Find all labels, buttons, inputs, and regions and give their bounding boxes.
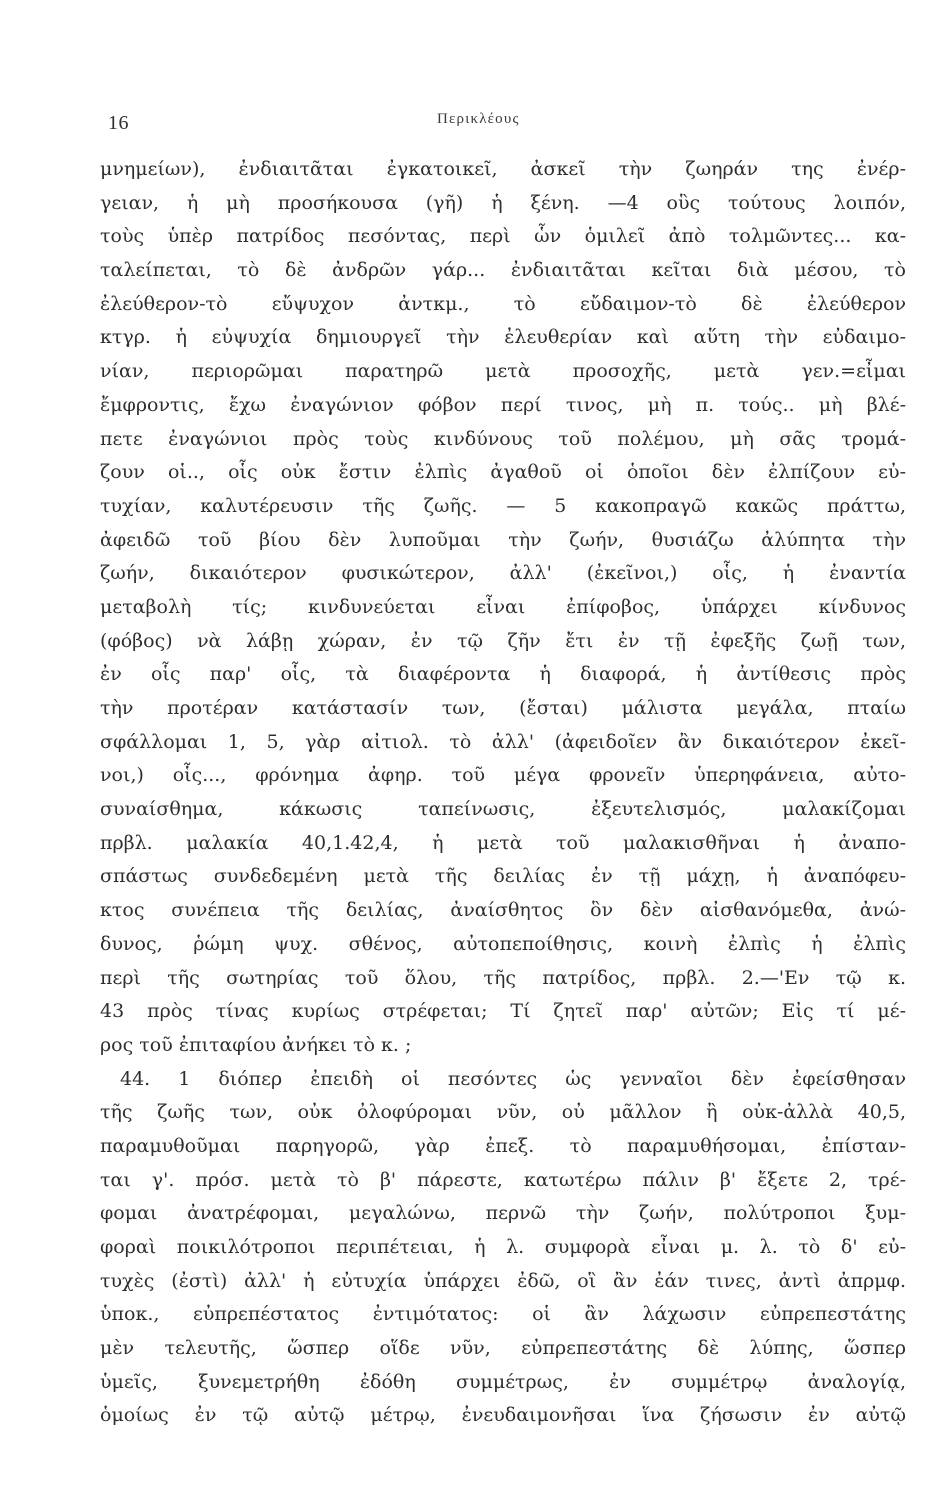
text-line: (φόβος) νὰ λάβῃ χώραν, ἐν τῷ ζῆν ἔτι ἐν τῇ ἐφεξῆς ζωῇ των, [100, 629, 906, 652]
text-line: νοι,) οἷς..., φρόνημα ἀφηρ. τοῦ μέγα φρονεῖν ὑπερηφάνεια, αὐτο- [100, 764, 906, 787]
text-line: μνημείων), ἐνδιαιτᾶται ἐγκατοικεῖ, ἀσκεῖ τὴν ζωηράν της ἐνέρ- [100, 158, 906, 180]
text-line: ἔμφροντις, ἔχω ἐναγώνιον φόβον περί τινος, μὴ π. τούς.. μὴ βλέ- [100, 393, 906, 416]
text-line: τὴν προτέραν κατάστασίν των, (ἔσται) μάλιστα μεγάλα, πταίω [100, 697, 906, 719]
text-line: νίαν, περιορῶμαι παρατηρῶ μετὰ προσοχῆς, μετὰ γεν.=εἶμαι [100, 360, 906, 383]
text-line: τῆς ζωῆς των, οὐκ ὀλοφύρομαι νῦν, οὐ μᾶλλον ἢ οὐκ-ἀλλὰ 40,5, [100, 1101, 906, 1124]
text-line: ἐλεύθερον-τὸ εὔψυχον ἀντκμ., τὸ εὔδαιμον-τὸ δὲ ἐλεύθερον [100, 292, 906, 315]
text-line: ζουν οἱ.., οἷς οὐκ ἔστιν ἐλπὶς ἀγαθοῦ οἱ ὁποῖοι δὲν ἐλπίζουν εὐ- [100, 461, 906, 484]
text-line: μεταβολὴ τίς; κινδυνεύεται εἶναι ἐπίφοβος, ὑπάρχει κίνδυνος [100, 595, 906, 618]
text-line: φομαι ἀνατρέφομαι, μεγαλώνω, περνῶ τὴν ζωήν, πολύτροποι ξυμ- [100, 1202, 906, 1225]
text-line: πετε ἐναγώνιοι πρὸς τοὺς κινδύνους τοῦ πολέμου, μὴ σᾶς τρομά- [100, 427, 906, 450]
text-line: κτος συνέπεια τῆς δειλίας, ἀναίσθητος ὃν δὲν αἰσθανόμεθα, ἀνώ- [100, 899, 906, 922]
text-line: δυνος, ῥώμη ψυχ. σθένος, αὐτοπεποίθησις, κοινὴ ἐλπὶς ἡ ἐλπὶς [100, 932, 906, 955]
text-line: ἐν οἷς παρ' οἷς, τὰ διαφέροντα ἡ διαφορά, ἡ ἀντίθεσις πρὸς [100, 663, 906, 686]
text-line: τυχίαν, καλυτέρευσιν τῆς ζωῆς. — 5 κακοπραγῶ κακῶς πράττω, [100, 494, 906, 517]
text-line: τυχὲς (ἐστὶ) ἀλλ' ἡ εὐτυχία ὑπάρχει ἐδῶ, οἳ ἂν ἐάν τινες, ἀντὶ ἀπρμφ. [100, 1269, 906, 1292]
section-start-line: 44. 1 διόπερ ἐπειδὴ οἱ πεσόντες ὡς γενναῖοι δὲν ἐφείσθησαν [120, 1067, 906, 1090]
running-head: Περικλέους [437, 111, 520, 127]
text-line: παραμυθοῦμαι παρηγορῶ, γὰρ ἐπεξ. τὸ παραμυθήσομαι, ἐπίσταν- [100, 1134, 906, 1157]
text-line: φοραὶ ποικιλότροποι περιπέτειαι, ἡ λ. συμφορὰ εἶναι μ. λ. τὸ δ' εὐ- [100, 1236, 906, 1258]
text-line: σφάλλομαι 1, 5, γὰρ αἰτιολ. τὸ ἀλλ' (ἀφειδοῖεν ἂν δικαιότερον ἐκεῖ- [100, 730, 906, 753]
text-line: συναίσθημα, κάκωσις ταπείνωσις, ἐξευτελισμός, μαλακίζομαι [100, 798, 906, 821]
text-line: ζωήν, δικαιότερον φυσικώτερον, ἀλλ' (ἐκεῖνοι,) οἷς, ἡ ἐναντία [100, 562, 906, 585]
text-line: ἀφειδῶ τοῦ βίου δὲν λυποῦμαι τὴν ζωήν, θυσιάζω ἀλύπητα τὴν [100, 528, 906, 551]
text-line: ται γ'. πρόσ. μετὰ τὸ β' πάρεστε, κατωτέρω πάλιν β' ἔξετε 2, τρέ- [100, 1168, 906, 1191]
text-line: ὁμοίως ἐν τῷ αὐτῷ μέτρῳ, ἐνευδαιμονῆσαι ἵνα ζήσωσιν ἐν αὐτῷ [100, 1404, 906, 1427]
text-line: πρβλ. μαλακία 40,1.42,4, ἡ μετὰ τοῦ μαλακισθῆναι ἡ ἀναπο- [100, 831, 906, 854]
text-line: ὑμεῖς, ξυνεμετρήθη ἐδόθη συμμέτρως, ἐν συμμέτρῳ ἀναλογίᾳ, [100, 1370, 906, 1393]
text-line: τοὺς ὑπὲρ πατρίδος πεσόντας, περὶ ὧν ὁμιλεῖ ἀπὸ τολμῶντες... κα- [100, 225, 906, 248]
text-line: μὲν τελευτῆς, ὥσπερ οἵδε νῦν, εὐπρεπεστάτης δὲ λύπης, ὥσπερ [100, 1337, 906, 1360]
text-line: 43 πρὸς τίνας κυρίως στρέφεται; Τί ζητεῖ παρ' αὐτῶν; Εἰς τί μέ- [100, 1000, 906, 1023]
text-line: περὶ τῆς σωτηρίας τοῦ ὅλου, τῆς πατρίδος, πρβλ. 2.—'Εν τῷ κ. [100, 966, 906, 989]
text-line: κτγρ. ἡ εὐψυχία δημιουργεῖ τὴν ἐλευθερίαν καὶ αὕτη τὴν εὐδαιμο- [100, 326, 906, 349]
page-number: 16 [108, 112, 129, 134]
text-line: ὑποκ., εὐπρεπέστατος ἐντιμότατος: οἱ ἂν λάχωσιν εὐπρεπεστάτης [100, 1303, 906, 1326]
text-line: ταλείπεται, τὸ δὲ ἀνδρῶν γάρ... ἐνδιαιτᾶται κεῖται διὰ μέσου, τὸ [100, 259, 906, 282]
commentary-text [100, 153, 906, 1433]
text-line: ρος τοῦ ἐπιταφίου ἀνήκει τὸ κ. ; [100, 1033, 412, 1056]
text-line: γειαν, ἡ μὴ προσήκουσα (γῆ) ἡ ξένη. —4 οὓς τούτους λοιπόν, [100, 191, 906, 214]
text-line: σπάστως συνδεδεμένη μετὰ τῆς δειλίας ἐν τῇ μάχῃ, ἡ ἀναπόφευ- [100, 865, 906, 888]
